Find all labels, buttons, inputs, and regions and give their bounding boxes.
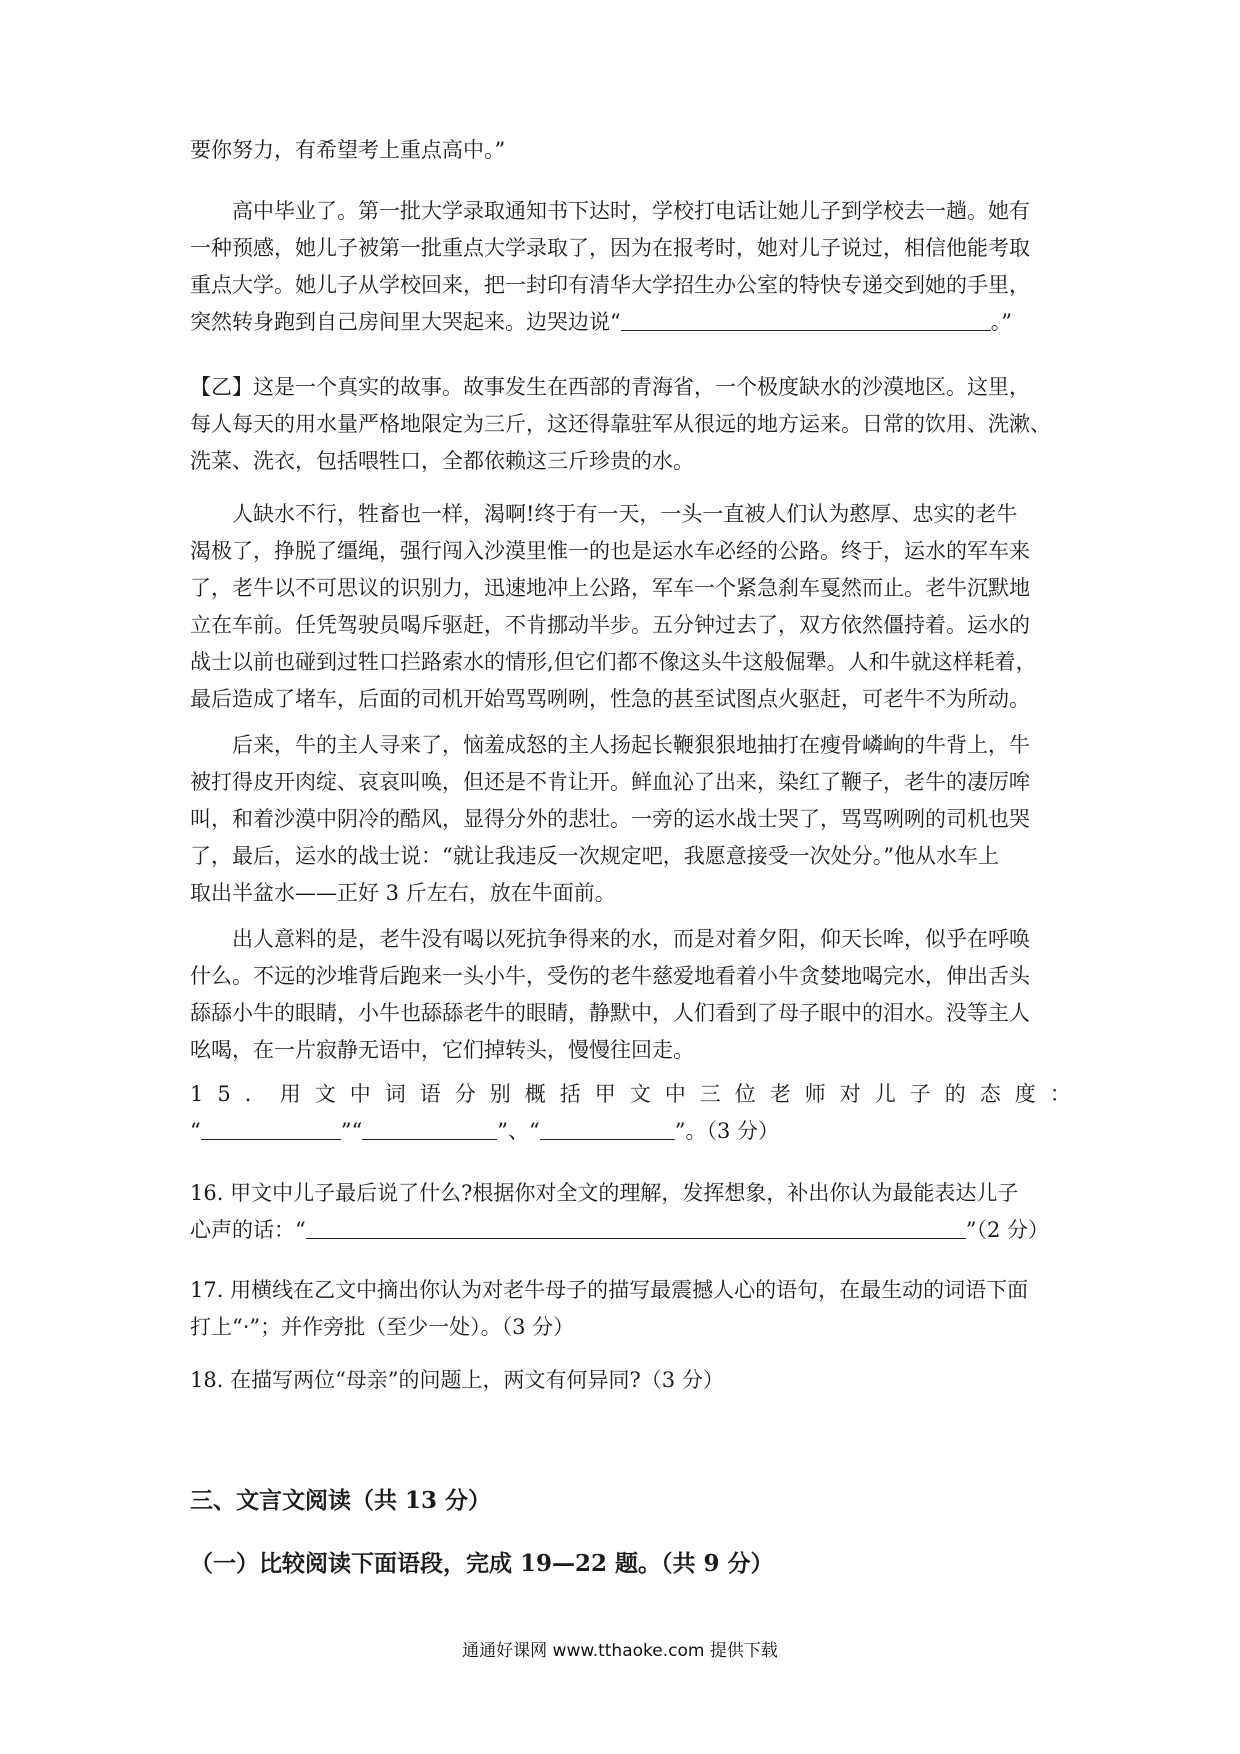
text-line: 高中毕业了。第一批大学录取通知书下达时，学校打电话让她儿子到学校去一趟。她有 (232, 199, 1030, 223)
page-footer: 通通好课网 www.tthaoke.com 提供下载 (462, 1641, 778, 1661)
text-fragment: “ (529, 1119, 540, 1143)
passage-yi-paragraph-3 (190, 727, 1060, 912)
text-line: 什么。不远的沙堆背后跑来一头小牛，受伤的老牛慈爱地看着小牛贪婪地喝完水，伸出舌头 (190, 964, 1030, 988)
passage-jia-paragraph (190, 193, 1060, 341)
answer-blank-1[interactable] (201, 1117, 341, 1140)
text-line: 洗菜、洗衣，包括喂牲口，全都依赖这三斤珍贵的水。 (190, 449, 694, 473)
text-line: 人缺水不行，牲畜也一样，渴啊!终于有一天，一头一直被人们认为憨厚、忠实的老牛 (232, 502, 1018, 526)
text-line: 被打得皮开肉绽、哀哀叫唤，但还是不肯让开。鲜血沁了出来，染红了鞭子，老牛的凄厉哞 (190, 770, 1030, 794)
passage-yi-paragraph-1 (190, 369, 1060, 480)
text-line: 要你努力，有希望考上重点高中。” (190, 138, 506, 162)
text-line: 立在车前。任凭驾驶员喝斥驱赶，不肯挪动半步。五分钟过去了，双方依然僵持着。运水的 (190, 613, 1030, 637)
text-line: 了，老牛以不可思议的识别力，迅速地冲上公路，军车一个紧急刹车戛然而止。老牛沉默地 (190, 576, 1030, 600)
question-text: 17. 用横线在乙文中摘出你认为对老牛母子的描写最震撼人心的语句，在最生动的词语下面 (190, 1278, 1029, 1302)
text-line: 了，最后，运水的战士说：“就让我违反一次规定吧，我愿意接受一次处分。”他从水车上 (190, 844, 999, 868)
question-18 (190, 1362, 1060, 1399)
question-text: 18. 在描写两位“母亲”的问题上，两文有何异同?（3 分） (190, 1368, 724, 1392)
text-fragment: 。” (990, 310, 1012, 334)
text-fragment: 心声的话：“ (190, 1218, 306, 1242)
question-15 (190, 1076, 1085, 1150)
text-line: 每人每天的用水量严格地限定为三斤，这还得靠驻军从很远的地方运来。日常的饮用、洗漱、 (190, 412, 1051, 436)
subsection-heading: （一）比较阅读下面语段，完成 19—22 题。（共 9 分） (190, 1550, 774, 1577)
answer-blank-3[interactable] (540, 1117, 675, 1140)
question-17 (190, 1272, 1060, 1346)
passage-jia-continuation (190, 132, 1060, 169)
text-line: 出人意料的是，老牛没有喝以死抗争得来的水，而是对着夕阳，仰天长哞，似乎在呼唤 (232, 927, 1030, 951)
text-line: 舔舔小牛的眼睛，小牛也舔舔老牛的眼睛，静默中，人们看到了母子眼中的泪水。没等主人 (190, 1001, 1030, 1025)
text-fragment: ” (340, 1119, 352, 1143)
section-3-title (190, 1482, 1060, 1519)
text-fragment: ”。（3 分） (674, 1119, 780, 1143)
text-line: 战士以前也碰到过牲口拦路索水的情形,但它们都不像这头牛这般倔犟。人和牛就这样耗着， (190, 650, 1037, 674)
text-line: 【乙】这是一个真实的故事。故事发生在西部的青海省，一个极度缺水的沙漠地区。这里， (190, 375, 1030, 399)
question-text: 15．用文中词语分别概括甲文中三位老师对儿子的态度： (190, 1082, 1085, 1106)
text-line: 渴极了，挣脱了缰绳，强行闯入沙漠里惟一的也是运水车必经的公路。终于，运水的军车来 (190, 539, 1030, 563)
section-heading: 三、文言文阅读（共 13 分） (190, 1487, 492, 1514)
question-text: 16. 甲文中儿子最后说了什么?根据你对全文的理解，发挥想象，补出你认为最能表达儿子 (190, 1181, 1019, 1205)
question-16 (190, 1175, 1060, 1249)
text-fragment: ”、 (497, 1119, 529, 1143)
text-fragment: ”（2 分） (965, 1218, 1050, 1242)
answer-blank[interactable] (306, 1216, 966, 1239)
section-3-subtitle (190, 1545, 1060, 1582)
text-fragment: “ (351, 1119, 363, 1143)
text-line: 打上“·”；并作旁批（至少一处）。（3 分） (190, 1315, 575, 1339)
text-fragment: 突然转身跑到自己房间里大哭起来。边哭边说“ (190, 310, 621, 334)
passage-yi-paragraph-2 (190, 496, 1060, 718)
text-line: 叫，和着沙漠中阴冷的酷风，显得分外的悲壮。一旁的运水战士哭了，骂骂咧咧的司机也哭 (190, 807, 1030, 831)
text-fragment: “ (190, 1119, 201, 1143)
answer-blank-2[interactable] (362, 1117, 497, 1140)
passage-yi-paragraph-4 (190, 921, 1060, 1069)
text-line (190, 1212, 1060, 1249)
text-line: 后来，牛的主人寻来了，恼羞成怒的主人扬起长鞭狠狠地抽打在瘦骨嶙峋的牛背上，牛 (232, 733, 1030, 757)
text-line: 重点大学。她儿子从学校回来，把一封印有清华大学招生办公室的特快专递交到她的手里， (190, 273, 1030, 297)
text-line: 吆喝，在一片寂静无语中，它们掉转头，慢慢往回走。 (190, 1038, 694, 1062)
answer-blank[interactable] (621, 308, 991, 331)
text-line: 一种预感，她儿子被第一批重点大学录取了，因为在报考时，她对儿子说过，相信他能考取 (190, 236, 1030, 260)
text-line (190, 1113, 1060, 1150)
text-line: 取出半盆水——正好 3 斤左右，放在牛面前。 (190, 881, 616, 905)
text-line (190, 304, 1060, 341)
text-line: 最后造成了堵车，后面的司机开始骂骂咧咧，性急的甚至试图点火驱赶，可老牛不为所动。 (190, 687, 1030, 711)
